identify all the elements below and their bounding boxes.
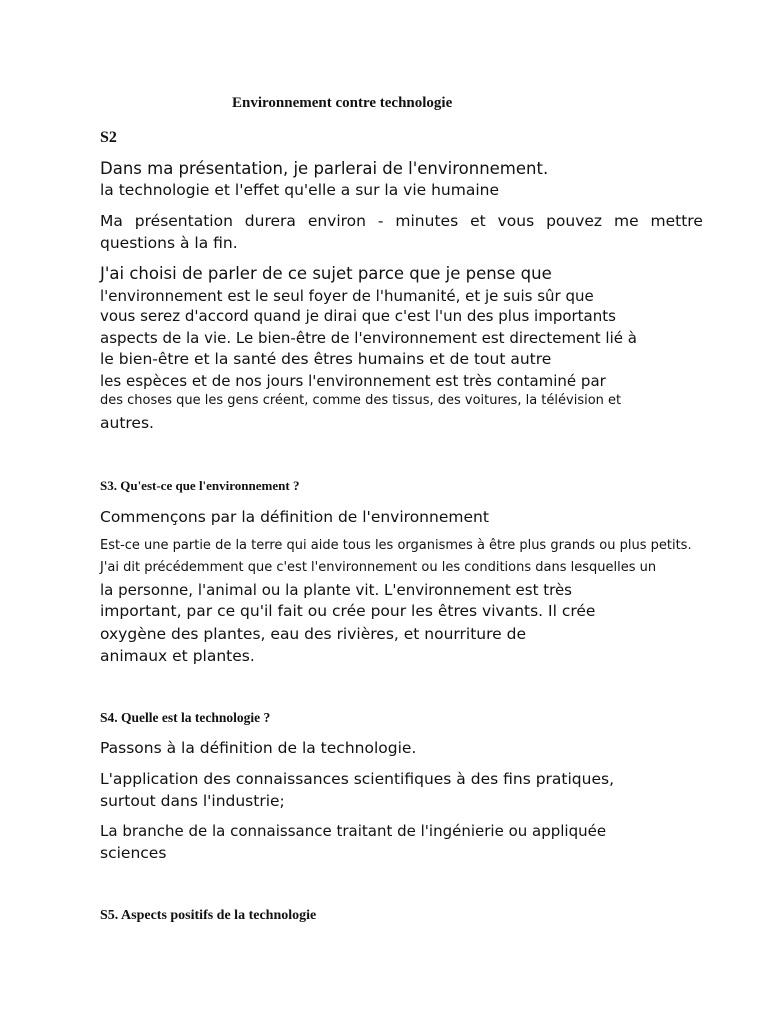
section-heading-s5: S5. Aspects positifs de la technologie [100, 908, 317, 923]
section-heading-s3: S3. Qu'est-ce que l'environnement ? [100, 478, 300, 493]
section-heading-s4: S4. Quelle est la technologie ? [100, 710, 271, 725]
word: et [470, 212, 486, 230]
paragraph-line: la personne, l'animal ou la plante vit. L'environnement est très [100, 581, 572, 599]
paragraph-line: sciences [100, 844, 167, 862]
paragraph-line: l'environnement est le seul foyer de l'humanité, et je suis sûr que [100, 287, 594, 305]
paragraph-line: les espèces et de nos jours l'environnement est très contaminé par [100, 372, 606, 390]
paragraph-line: la technologie et l'effet qu'elle a sur la vie humaine [100, 181, 500, 199]
word: environ [307, 212, 366, 230]
paragraph-line: surtout dans l'industrie; [100, 792, 285, 810]
paragraph-line-justified [100, 214, 703, 230]
paragraph-line: des choses que les gens créent, comme des tissus, des voitures, la télévision et [100, 393, 622, 408]
paragraph-line: Dans ma présentation, je parlerai de l'environnement. [100, 159, 549, 178]
document-title: Environnement contre technologie [232, 95, 453, 111]
paragraph-line: important, par ce qu'il fait ou crée pour les êtres vivants. Il crée [100, 602, 596, 620]
paragraph-line: le bien-être et la santé des êtres humains et de tout autre [100, 350, 552, 368]
word: me [613, 212, 639, 230]
word: minutes [395, 212, 459, 230]
word: - [377, 212, 384, 230]
paragraph-line: J'ai dit précédemment que c'est l'environnement ou les conditions dans lesquelles un [100, 560, 657, 575]
paragraph-line: La branche de la connaissance traitant de l'ingénierie ou appliquée [100, 822, 607, 840]
word: pouvez [546, 212, 603, 230]
section-heading-s2: S2 [100, 129, 117, 146]
paragraph-line: oxygène des plantes, eau des rivières, et nourriture de [100, 625, 526, 643]
word: durera [244, 212, 296, 230]
paragraph-line: Commençons par la définition de l'environnement [100, 508, 489, 526]
paragraph-line: vous serez d'accord quand je dirai que c'est l'un des plus importants [100, 307, 616, 325]
word: mettre [650, 212, 703, 230]
paragraph-line: Passons à la définition de la technologie. [100, 739, 417, 757]
word: Ma [100, 212, 123, 230]
paragraph-line: aspects de la vie. Le bien-être de l'environnement est directement lié à [100, 329, 637, 347]
paragraph-line: L'application des connaissances scientifiques à des fins pratiques, [100, 770, 614, 788]
paragraph-line: J'ai choisi de parler de ce sujet parce que je pense que [100, 264, 552, 283]
word: vous [497, 212, 535, 230]
paragraph-line: autres. [100, 414, 154, 432]
word: présentation [134, 212, 233, 230]
paragraph-line: Est-ce une partie de la terre qui aide tous les organismes à être plus grands ou plus petits. [100, 538, 692, 553]
paragraph-line: animaux et plantes. [100, 647, 255, 665]
paragraph-line: questions à la fin. [100, 234, 238, 252]
